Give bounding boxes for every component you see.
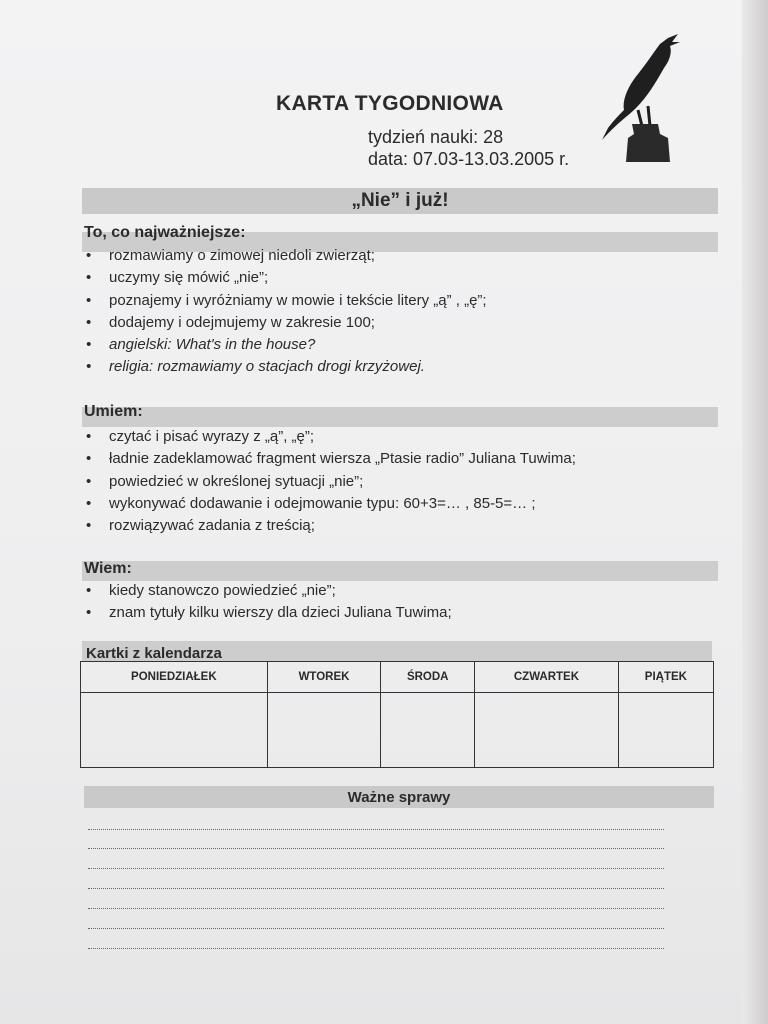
topic-title: „Nie” i już!: [351, 190, 449, 211]
important-matters-title: Ważne sprawy: [347, 788, 451, 806]
calendar-cell[interactable]: [381, 693, 475, 768]
writing-line[interactable]: [88, 829, 664, 830]
list-item: • znam tytuły kilku wierszy dla dzieci Juliana Tuwima;: [84, 602, 452, 624]
writing-line[interactable]: [88, 928, 664, 929]
list-item: • ładnie zadeklamować fragment wiersza „Ptasie radio” Juliana Tuwima;: [84, 448, 576, 470]
list-item: • wykonywać dodawanie i odejmowanie typu: 60+3=… , 85-5=… ;: [84, 493, 576, 515]
know-list: [84, 580, 452, 625]
writing-line[interactable]: [88, 848, 664, 849]
writing-line[interactable]: [88, 948, 664, 949]
page-edge: [742, 0, 768, 1024]
can-title: Umiem:: [84, 403, 143, 420]
list-item: • poznajemy i wyróżniamy w mowie i tekście litery „ą” , „ę”;: [84, 290, 487, 312]
can-band: [82, 407, 718, 427]
writing-line[interactable]: [88, 868, 664, 869]
important-matters-band: [84, 786, 714, 808]
date-range: data: 07.03-13.03.2005 r.: [368, 149, 570, 169]
calendar-header-row: [81, 662, 714, 693]
list-item: • kiedy stanowczo powiedzieć „nie”;: [84, 580, 452, 602]
list-item: • rozmawiamy o zimowej niedoli zwierząt;: [84, 245, 487, 267]
calendar-cell[interactable]: [475, 693, 619, 768]
list-item: • religia: rozmawiamy o stacjach drogi krzyżowej.: [84, 356, 487, 378]
calendar-body-row: [81, 693, 714, 768]
know-band: [82, 561, 718, 581]
calendar-cell[interactable]: [267, 693, 381, 768]
can-list: [84, 426, 576, 537]
know-title: Wiem:: [84, 560, 132, 577]
page-title: KARTA TYGODNIOWA: [276, 92, 504, 115]
calendar-title: Kartki z kalendarza: [86, 645, 222, 662]
topic-band: [82, 188, 718, 214]
calendar-day: ŚRODA: [381, 662, 475, 693]
list-item: • czytać i pisać wyrazy z „ą”, „ę”;: [84, 426, 576, 448]
bird-icon: [598, 30, 690, 165]
calendar-day: PONIEDZIAŁEK: [81, 662, 268, 693]
calendar-day: CZWARTEK: [475, 662, 619, 693]
list-item: • rozwiązywać zadania z treścią;: [84, 515, 576, 537]
list-item: • powiedzieć w określonej sytuacji „nie”;: [84, 471, 576, 493]
calendar-cell[interactable]: [81, 693, 268, 768]
calendar-table: [80, 661, 714, 768]
list-item: • uczymy się mówić „nie”;: [84, 267, 487, 289]
important-list: [84, 245, 487, 379]
writing-line[interactable]: [88, 888, 664, 889]
writing-line[interactable]: [88, 908, 664, 909]
important-title: To, co najważniejsze:: [84, 224, 246, 241]
calendar-day: PIĄTEK: [618, 662, 713, 693]
calendar-cell[interactable]: [618, 693, 713, 768]
list-item: • dodajemy i odejmujemy w zakresie 100;: [84, 312, 487, 334]
list-item: • angielski: What's in the house?: [84, 334, 487, 356]
week-number: tydzień nauki: 28: [368, 127, 504, 147]
calendar-day: WTOREK: [267, 662, 381, 693]
